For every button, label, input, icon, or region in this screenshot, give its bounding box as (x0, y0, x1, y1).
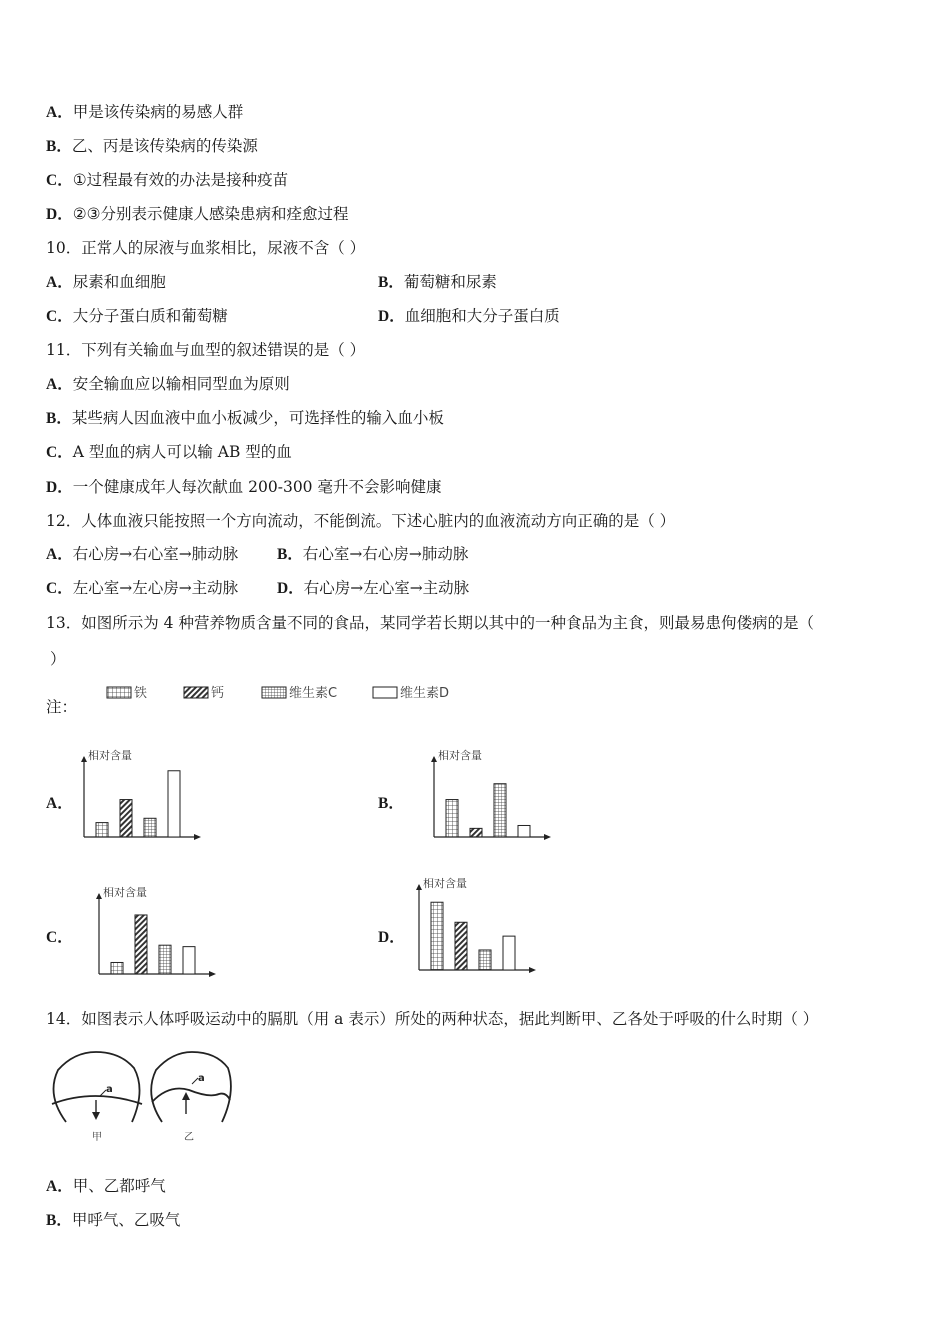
diaphragm-right-curve (152, 1089, 230, 1103)
diaphragm-left-curve (52, 1096, 142, 1104)
chart-a-x-arrow (194, 834, 201, 840)
q14-option-a: A．甲、乙都呼气 (46, 1177, 166, 1195)
chart-d-bar-vitamin-d (503, 936, 515, 970)
q10-stem: 10．正常人的尿液与血浆相比，尿液不含（ ） (46, 239, 366, 257)
down-arrow-icon (92, 1112, 100, 1120)
q12-option-a: A．右心房→右心室→肺动脉 (46, 545, 239, 563)
q13-chart-d (405, 873, 550, 978)
chart-d-y-arrow (416, 884, 422, 890)
legend-vitamin-d (373, 685, 449, 701)
q12-stem: 12．人体血液只能按照一个方向流动，不能倒流。下述心脏内的血液流动方向正确的是（ ） (46, 512, 676, 530)
chart-c-bar-vitamin-c (159, 945, 171, 974)
chart-b-y-arrow (431, 756, 437, 762)
q13-legend (100, 680, 480, 706)
q14-stem: 14．如图表示人体呼吸运动中的膈肌（用 a 表示）所处的两种状态，据此判断甲、乙各处于呼吸的什么时期（ ） (46, 1010, 819, 1028)
q13-stem-end: ） (50, 650, 66, 668)
legend-calcium-label: 钙 (211, 686, 225, 701)
q10-option-c: C．大分子蛋白质和葡萄糖 (46, 307, 228, 325)
chart-d-x-arrow (529, 967, 536, 973)
q12-option-b: B．右心室→右心房→肺动脉 (277, 545, 469, 563)
chart-b-x-arrow (544, 834, 551, 840)
diaphragm-right-marker: a (198, 1073, 205, 1084)
q10-option-a: A．尿素和血细胞 (46, 273, 166, 291)
q13-chart-a (70, 745, 215, 845)
diaphragm-left-label: 甲 (92, 1132, 102, 1142)
chart-a-ylabel: 相对含量 (88, 749, 132, 762)
chart-b-bar-calcium (470, 828, 482, 837)
chart-c-bar-vitamin-d (183, 947, 195, 974)
chart-c-bar-calcium (135, 915, 147, 974)
q12-option-d: D．右心房→左心室→主动脉 (277, 579, 470, 597)
q13-chart-c (85, 882, 230, 982)
chart-a-y-arrow (81, 756, 87, 762)
diaphragm-left (52, 1052, 142, 1142)
q9-option-b: B．乙、丙是该传染病的传染源 (46, 137, 258, 155)
q10-option-d: D．血细胞和大分子蛋白质 (378, 307, 560, 325)
q13-note-label: 注： (46, 698, 78, 716)
q13-option-c-label: C． (46, 929, 73, 946)
chart-c-ylabel: 相对含量 (103, 886, 147, 899)
chart-b-bar-vitamin-d (518, 825, 530, 837)
legend-iron-label: 铁 (134, 686, 148, 701)
q13-stem: 13．如图所示为 4 种营养物质含量不同的食品，某同学若长期以其中的一种食品为主食，则最易患佝偻病的是（ (46, 614, 814, 632)
chart-a-bar-vitamin-c (144, 818, 156, 837)
q9-option-d: D．②③分别表示健康人感染患病和痊愈过程 (46, 205, 349, 223)
q14-option-b: B．甲呼气、乙吸气 (46, 1211, 181, 1229)
chart-d-bar-iron (431, 902, 443, 970)
legend-iron-swatch (107, 687, 131, 698)
chart-a-bar-vitamin-d (168, 771, 180, 837)
q14-diaphragm-figure (44, 1050, 234, 1142)
legend-calcium (184, 686, 224, 701)
legend-vitamin-c-swatch (262, 687, 286, 698)
legend-vitamin-d-swatch (373, 687, 397, 698)
legend-vitamin-c-label: 维生素C (289, 686, 338, 701)
q10-option-b: B．葡萄糖和尿素 (378, 273, 497, 291)
q13-option-a-label: A． (46, 795, 73, 812)
q11-option-c: C．A 型血的病人可以输 AB 型的血 (46, 443, 292, 461)
chart-a-bar-calcium (120, 800, 132, 837)
chart-c-x-arrow (209, 971, 216, 977)
q11-option-a: A．安全输血应以输相同型血为原则 (46, 375, 290, 393)
legend-vitamin-d-label: 维生素D (400, 686, 450, 701)
legend-calcium-swatch (184, 687, 208, 698)
diaphragm-right-label: 乙 (184, 1132, 194, 1142)
chart-d-bar-calcium (455, 922, 467, 970)
chart-d-ylabel: 相对含量 (423, 877, 467, 890)
diaphragm-right (151, 1052, 231, 1142)
q13-option-d-label: D． (378, 929, 405, 946)
chart-c-bar-iron (111, 962, 123, 974)
chart-b-ylabel: 相对含量 (438, 749, 482, 762)
up-arrow-icon (182, 1092, 190, 1100)
q9-option-c: C．①过程最有效的办法是接种疫苗 (46, 171, 289, 189)
chart-a-bar-iron (96, 823, 108, 837)
chart-c-y-arrow (96, 893, 102, 899)
q11-option-b: B．某些病人因血液中血小板减少，可选择性的输入血小板 (46, 409, 444, 427)
chart-d-bar-vitamin-c (479, 950, 491, 970)
chart-b-bar-vitamin-c (494, 784, 506, 837)
q13-option-b-label: B． (378, 795, 404, 812)
q12-option-c: C．左心室→左心房→主动脉 (46, 579, 239, 597)
q9-option-a: A．甲是该传染病的易感人群 (46, 103, 244, 121)
diaphragm-left-marker: a (106, 1084, 113, 1095)
q11-option-d: D．一个健康成年人每次献血 200-300 毫升不会影响健康 (46, 478, 442, 496)
chart-b-bar-iron (446, 800, 458, 837)
legend-iron (107, 685, 147, 701)
legend-vitamin-c (262, 685, 337, 701)
q13-chart-b (420, 745, 565, 845)
q11-stem: 11．下列有关输血与血型的叙述错误的是（ ） (46, 341, 366, 359)
